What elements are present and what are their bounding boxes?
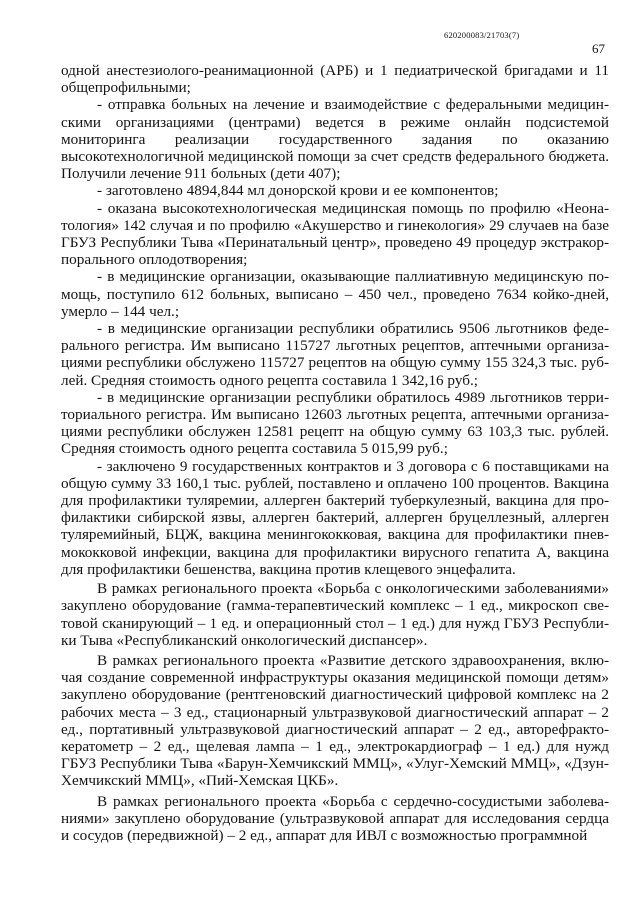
paragraph-item-referral: - отправка больных на лечение и взаимодействие с федеральными медицинскими организациями (центрами) ведется в режиме онлайн подсистемой мониторинга реализации государственного задания по оказанию высокотехнологичной медицинской помощи за счет средств федерального бюджета. Получили лечение 911 больных (дети 407);: [61, 96, 609, 183]
paragraph-item-palliative: - в медицинские организации, оказывающие паллиативную медицинскую помощь, поступило 612 больных, выписано – 450 чел., проведено 7634 койко-дней, умерло – 144 чел.;: [61, 268, 609, 320]
paragraph-cardio: В рамках регионального проекта «Борьба с сердечно-сосудистыми заболеваниями» закуплено оборудование (ультразвуковой аппарат для исследования сердца и сосудов (передвижной) – 2 ед., аппарат для ИВЛ с возможностью программной: [61, 792, 609, 844]
paragraph-item-hightech: - оказана высокотехнологическая медицинская помощь по профилю «Неонатология» 142 случая и по профилю «Акушерство и гинекология» 29 случаев на базе ГБУЗ Республики Тыва «Перинатальный центр», проведено 49 процедур экстракорпорального оплодотворения;: [61, 199, 609, 269]
paragraph-item-blood: - заготовлено 4894,844 мл донорской крови и ее компонентов;: [97, 182, 499, 200]
paragraph-item-federal-beneficiaries: - в медицинские организации республики обратились 9506 льготников федерального регистра. Им выписано 115727 льготных рецептов, аптечными организациями республики обслужено 115727 рецептов на общую сумму 155 324,3 тыс. рублей. Средняя стоимость одного рецепта составила 1 342,16 руб.;: [61, 320, 609, 389]
paragraph-oncology: В рамках регионального проекта «Борьба с онкологическими заболеваниями» закуплено оборудование (гамма-терапевтический комплекс – 1 ед., микроскоп световой сканирующий – 1 ед. и операционный стол – 1 ед.) для нужд ГБУЗ Республики Тыва «Республиканский онкологический диспансер».: [61, 580, 609, 649]
paragraph-intro: одной анестезиолого-реанимационной (АРБ) и 1 педиатрической бригадами и 11 общепрофильными;: [61, 62, 609, 97]
paragraph-child-health: В рамках регионального проекта «Развитие детского здравоохранения, включая создание современной инфраструктуры оказания медицинской помощи детям» закуплено оборудование (рентгеновский диагностический цифровой комплекс на 2 рабочих места – 3 ед., стационарный ультразвуковой диагностический аппарат – 2 ед., портативный ультразвуковой диагностический аппарат – 2 ед., авторефрактокератометр – 2 ед., щелевая лампа – 1 ед., электрокардиограф – 1 ед.) для нужд ГБУЗ Республики Тыва «Барун-Хемчикский ММЦ», «Улуг-Хемский ММЦ», «Дзун-Хемчикский ММЦ», «Пий-Хемская ЦКБ».: [61, 651, 609, 790]
document-body: [61, 62, 609, 844]
document-id: 620200083/21703(7): [444, 30, 520, 40]
paragraph-item-territorial-beneficiaries: - в медицинские организации республики обратилось 4989 льготников территориального регистра. Им выписано 12603 льготных рецепта, аптечными организациями республики обслужен 12581 рецепт на общую сумму 63 103,3 тыс. рублей. Средняя стоимость одного рецепта составила 5 015,99 руб.;: [61, 388, 609, 458]
paragraph-item-contracts: - заключено 9 государственных контрактов и 3 договора с 6 поставщиками на общую сумму 33 160,1 тыс. рублей, поставлено и оплачено 100 процентов. Вакцина для профилактики туляремии, аллерген бактерий туберкулезный, вакцина для профилактики сибирской язвы, аллерген бактерий, аллерген бруцеллезный, аллерген туляремийный, БЦЖ, вакцина менингококковая, вакцина для профилактики пневмококковой инфекции, вакцина для профилактики вирусного гепатита А, вакцина для профилактики бешенства, вакцина против клещевого энцефалита.: [61, 457, 609, 578]
page-number: 67: [592, 41, 605, 56]
